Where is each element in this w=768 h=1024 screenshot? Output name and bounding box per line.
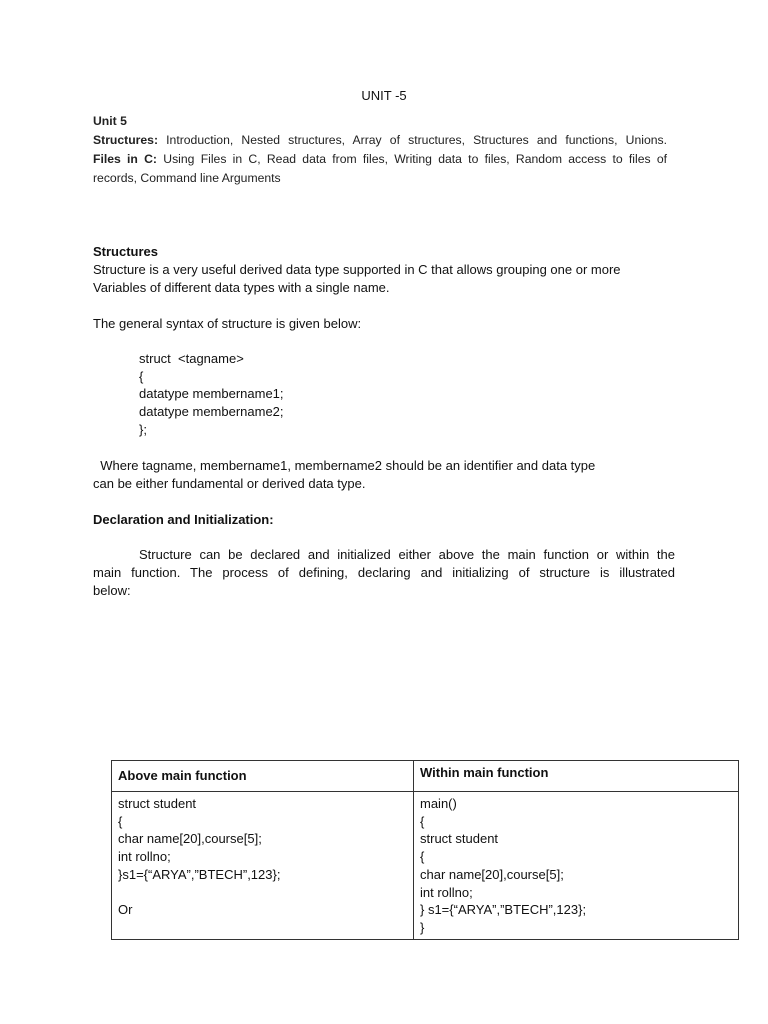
code-line: char name[20],course[5];	[118, 831, 262, 847]
code-line: {	[420, 813, 425, 829]
code-line: struct student	[118, 796, 197, 811]
declaration-heading: Declaration and Initialization:	[93, 512, 274, 527]
code-line: {	[420, 849, 425, 865]
unit-label: Unit 5	[93, 114, 127, 128]
code-line: int rollno;	[420, 884, 473, 900]
syntax-intro: The general syntax of structure is given below:	[93, 316, 362, 331]
structures-topics: Introduction, Nested structures, Array of structures, Structures and functions, Unions.	[158, 133, 667, 147]
syntax-code-block	[139, 350, 284, 439]
explanation-line2: can be either fundamental or derived data type.	[93, 476, 366, 491]
table-header-row	[112, 761, 739, 792]
code-line: }s1={“ARYA”,”BTECH”,123};	[118, 866, 281, 882]
unit-title: UNIT -5	[361, 88, 407, 103]
table-row	[112, 792, 739, 940]
syllabus-block	[93, 112, 667, 188]
code-line: };	[139, 421, 147, 437]
table-header-above-main: Above main function	[112, 761, 414, 792]
files-topics-line2: records, Command line Arguments	[93, 171, 281, 185]
files-topics-line	[93, 150, 667, 169]
table-header-within-main: Within main function	[414, 761, 739, 792]
within-main-code-cell	[414, 792, 739, 940]
above-main-code-cell	[112, 792, 414, 940]
structures-intro-line1: Structure is a very useful derived data type supported in C that allows grouping one or more	[93, 262, 621, 277]
declaration-paragraph-line3: below:	[93, 583, 131, 598]
declaration-paragraph-line1: Structure can be declared and initialized either above the main function or within the	[139, 547, 675, 562]
code-line: int rollno;	[118, 849, 171, 865]
code-line: }	[420, 919, 425, 935]
declaration-paragraph-line2: main function. The process of defining, declaring and initializing of structure is illustrated	[93, 565, 675, 580]
code-line: Or	[118, 902, 133, 918]
structures-topics-line	[93, 131, 667, 150]
code-line: datatype membername1;	[139, 386, 284, 402]
code-line: main()	[420, 796, 457, 811]
code-line: } s1={“ARYA”,”BTECH”,123};	[420, 902, 587, 918]
code-line: {	[139, 368, 144, 384]
structure-comparison-table	[111, 760, 739, 940]
structures-heading: Structures	[93, 244, 159, 259]
files-label: Files in C:	[93, 152, 157, 166]
code-line: {	[118, 813, 123, 829]
code-line: struct student	[420, 831, 499, 847]
explanation-line1: Where tagname, membername1, membername2 should be an identifier and data type	[93, 458, 596, 473]
structures-label: Structures:	[93, 133, 159, 147]
files-topics-line1: Using Files in C, Read data from files, Writing data to files, Random access to files of	[157, 152, 667, 166]
code-line: datatype membername2;	[139, 404, 284, 420]
code-line: char name[20],course[5];	[420, 866, 564, 882]
code-line	[118, 884, 407, 902]
code-line: struct <tagname>	[139, 351, 244, 366]
structures-intro-line2: Variables of different data types with a single name.	[93, 280, 390, 295]
